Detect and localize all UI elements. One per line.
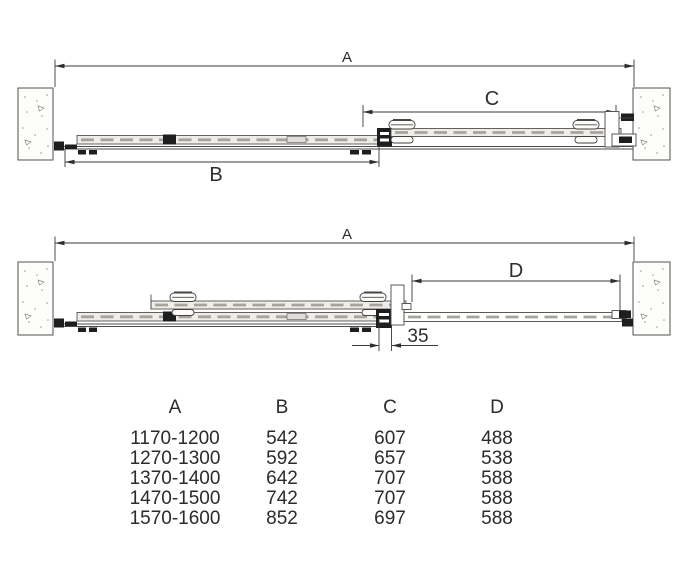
table-cell: 538 <box>481 448 513 469</box>
wall-right-icon <box>633 88 670 160</box>
door-assembly-top <box>54 112 636 155</box>
panel-connector-icon <box>287 137 306 143</box>
table-cell: 488 <box>481 428 513 449</box>
table-column-a <box>115 398 235 529</box>
table-cell: 1270-1300 <box>129 448 221 469</box>
table-cell: 852 <box>266 508 298 529</box>
table-column-b <box>222 398 342 529</box>
table-cell: 1470-1500 <box>129 488 221 509</box>
dim-label-a: A <box>341 226 353 243</box>
diagram-middle <box>18 226 670 351</box>
door-assembly-middle <box>54 285 633 332</box>
diagram-top <box>18 49 670 186</box>
table-cell: 1370-1400 <box>129 468 221 489</box>
dimension-b-top <box>65 145 379 186</box>
right-rail-middle <box>404 311 633 327</box>
profile-hook-icon <box>402 304 411 310</box>
dim-label-a: A <box>341 49 353 66</box>
table-cell: 1570-1600 <box>129 508 221 529</box>
table-cell: 642 <box>266 468 298 489</box>
junction-bracket-icon <box>376 309 392 328</box>
wall-left-icon <box>18 262 53 335</box>
table-cell: 607 <box>374 428 406 449</box>
panel-connector-icon <box>287 314 306 320</box>
table-cell: 588 <box>481 488 513 509</box>
table-cell: 657 <box>374 448 406 469</box>
column-header-a: A <box>168 397 182 418</box>
table-cell: 697 <box>374 508 406 529</box>
column-header-b: B <box>275 397 289 418</box>
sliding-panel-top <box>391 129 621 137</box>
junction-bracket-icon <box>377 128 392 147</box>
table-cell: 1170-1200 <box>130 428 220 449</box>
column-header-d: D <box>490 397 504 418</box>
column-header-c: C <box>383 397 397 418</box>
dim-label-d: D <box>508 260 524 282</box>
table-cell: 707 <box>374 468 406 489</box>
panel-clamp-icon <box>163 135 176 145</box>
dimension-a-middle <box>55 226 634 261</box>
table-cell: 742 <box>266 488 298 509</box>
dim-label-35: 35 <box>407 326 429 347</box>
table-column-d <box>437 398 557 529</box>
dimension-d-middle <box>412 260 620 310</box>
wall-left-icon <box>18 88 53 160</box>
table-cell: 588 <box>481 508 513 529</box>
table-cell: 542 <box>266 428 298 449</box>
dimension-a-top <box>55 49 634 87</box>
table-cell: 592 <box>266 448 298 469</box>
dim-label-b: B <box>209 164 223 186</box>
fixed-panel-middle <box>77 312 384 322</box>
dimension-table <box>0 398 700 558</box>
dim-label-c: C <box>484 88 500 110</box>
table-cell: 707 <box>374 488 406 509</box>
table-cell: 588 <box>481 468 513 489</box>
table-column-c <box>330 398 450 529</box>
wall-right-icon <box>633 262 670 335</box>
fixed-panel-top <box>77 135 384 145</box>
